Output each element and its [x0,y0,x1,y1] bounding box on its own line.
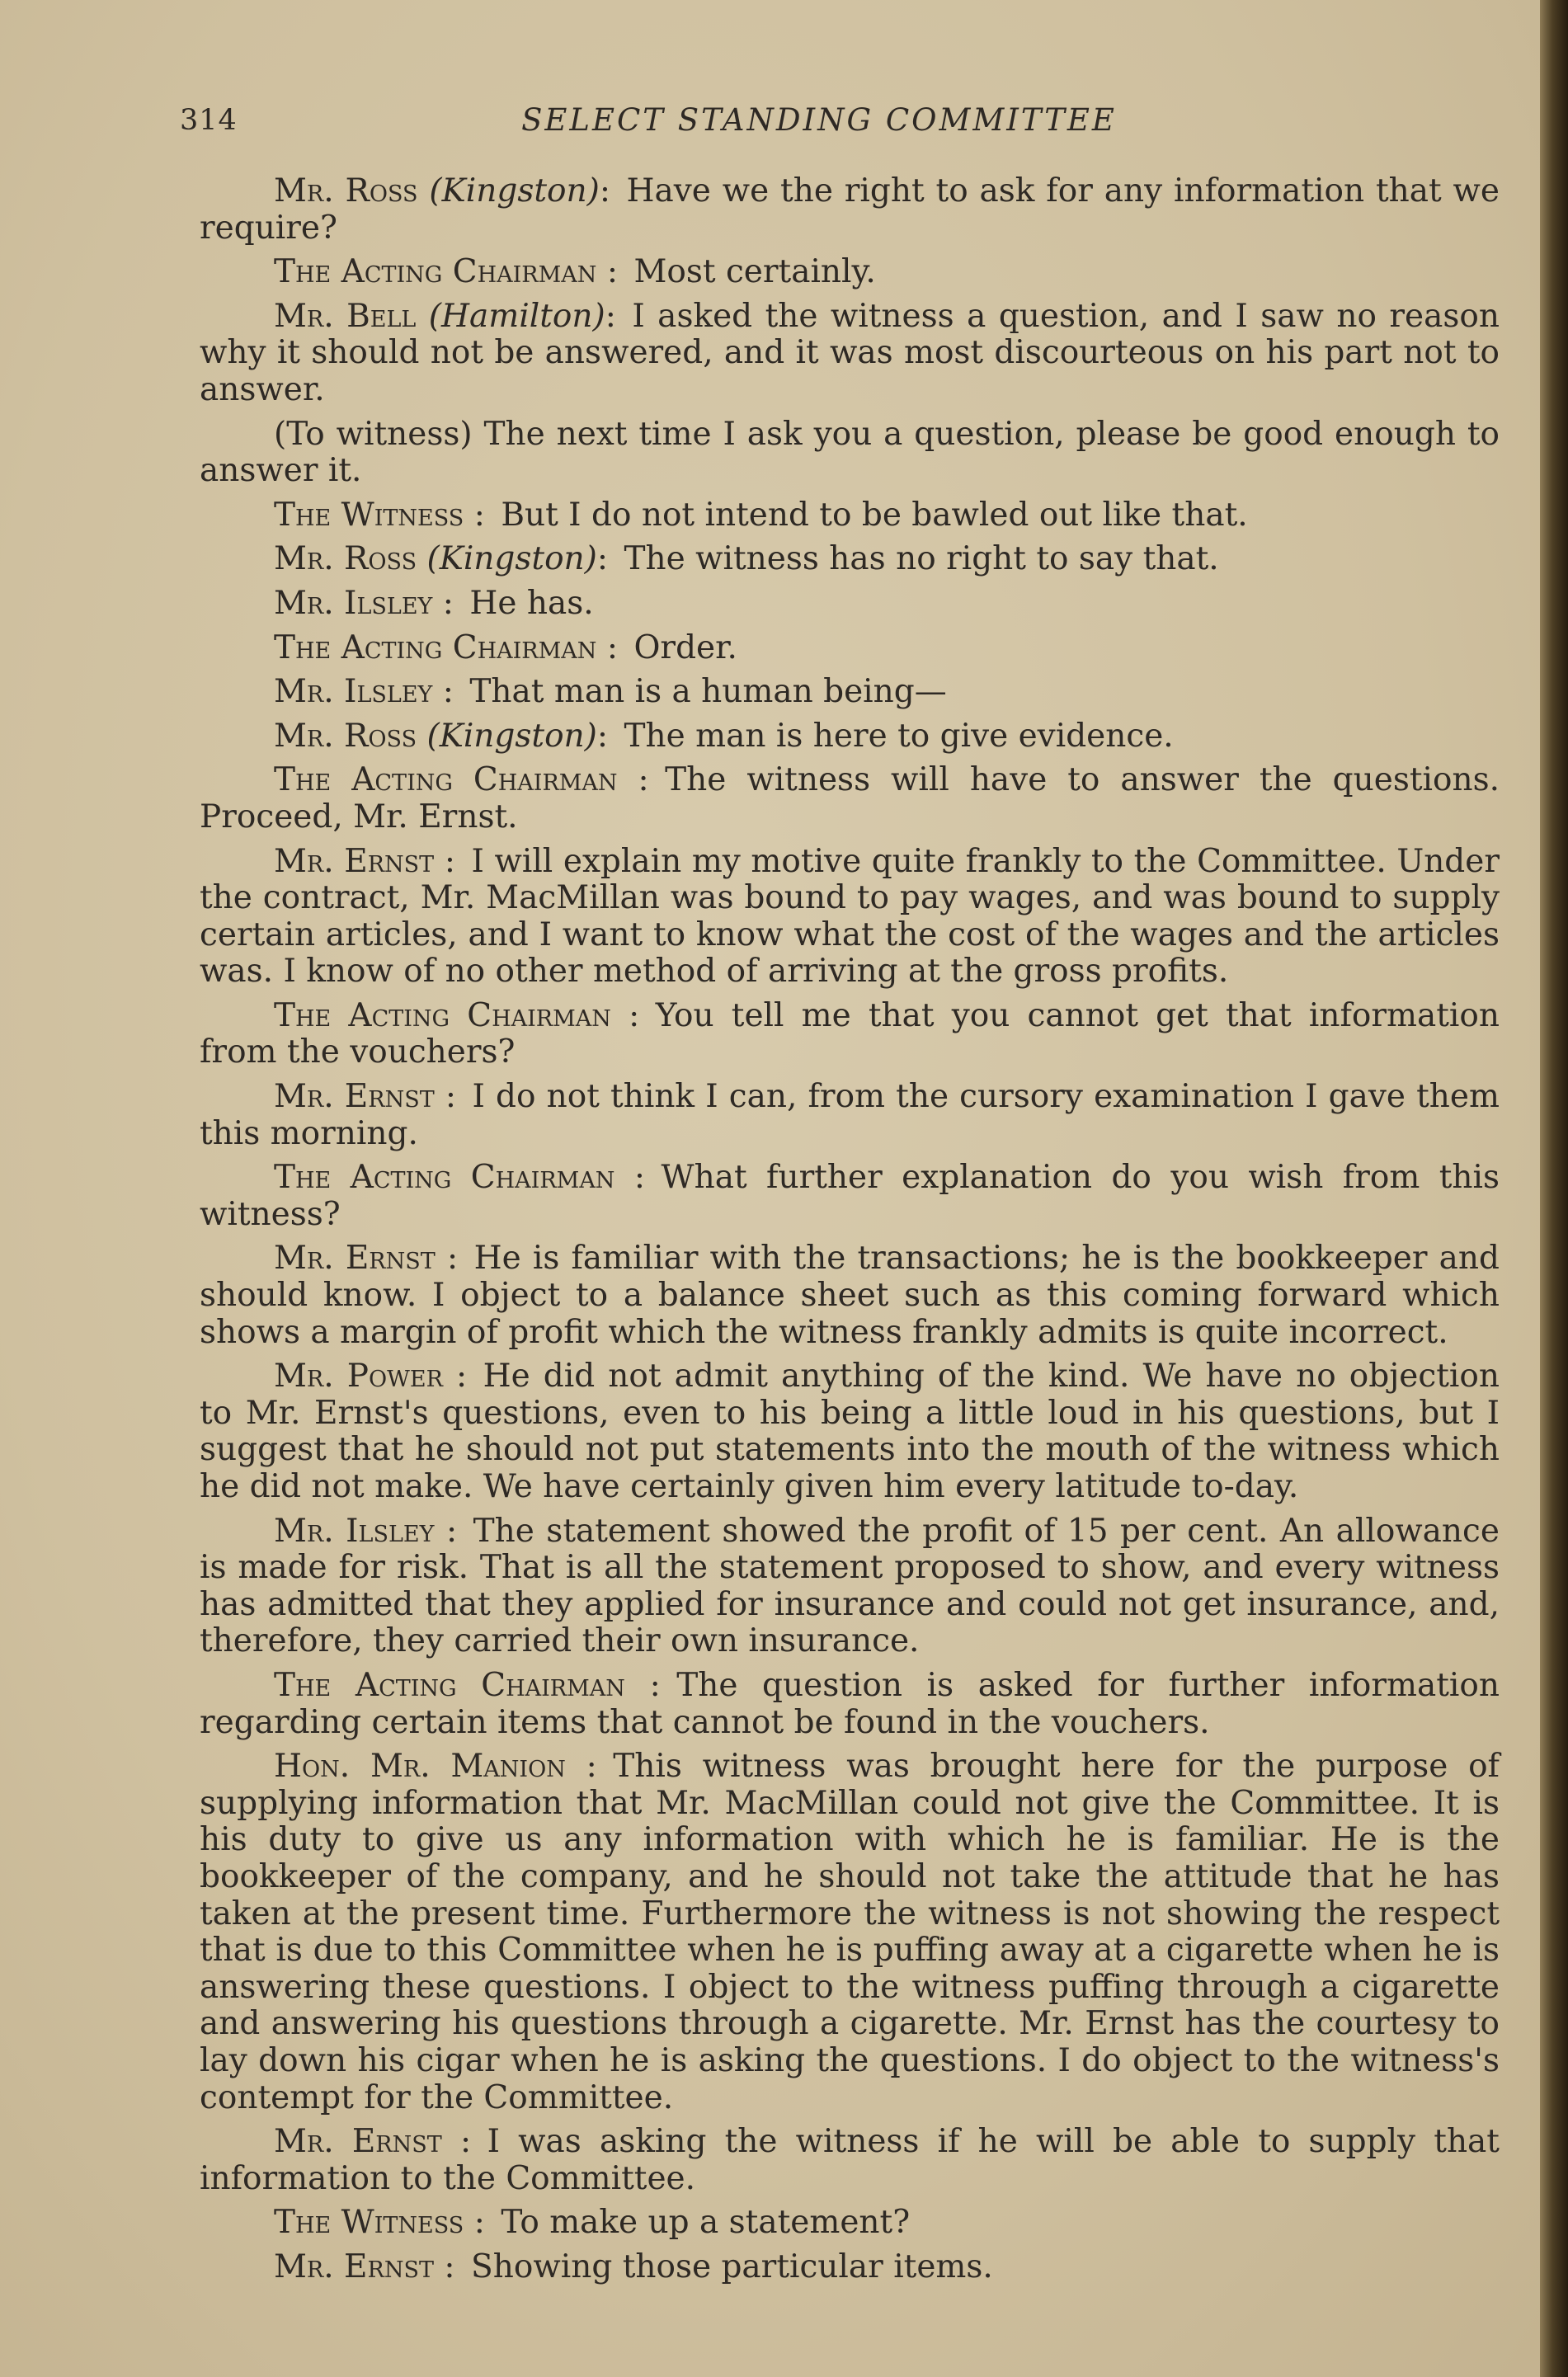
speaker-separator: : [442,673,454,711]
transcript-paragraph [200,1079,1500,1152]
transcript-paragraph [200,497,1500,534]
speaker-name: Mr. Ross [274,540,417,578]
speaker-separator: : [459,2123,472,2161]
speaker-separator: : [444,842,455,880]
transcript-paragraph [200,299,1500,409]
speaker-separator: : [445,1512,458,1550]
speaker-name: Mr. Ilsley [274,673,433,711]
speech-text: He is familiar with the transactions; he is the bookkeeper and should know. I object to a balance sheet such as this coming forward which shows a margin of profit which the witness frankly admits is quite incorrect. [200,1240,1500,1351]
speaker-name: Mr. Ilsley [274,584,433,622]
speech-text: You tell me that you cannot get that information from the vouchers? [200,996,1500,1071]
speaker-separator: : [446,1240,459,1278]
speech-text: The statement showed the profit of 15 per cent. An allowance is made for risk. That is all the statement proposed to show, and every witness has admitted that they applied for insurance and could not get insurance, and, therefore, they carried their own insurance. [200,1512,1500,1660]
speaker-name: Mr. Ross [274,717,417,755]
transcript-paragraph [200,1160,1500,1233]
speaker-separator: : [629,996,640,1034]
transcript-paragraph [200,762,1500,835]
page-header [180,97,1500,147]
transcript-paragraph [200,2124,1500,2197]
speech-text: I was asking the witness if he will be able to supply that information to the Committee. [200,2123,1500,2197]
transcript-paragraph [200,674,1500,711]
transcript-paragraph [200,1358,1500,1505]
transcript-body [200,173,1500,2293]
speaker-name: Mr. Ross [274,172,418,209]
speech-text: Most certainly. [633,253,876,291]
speaker-name: The Acting Chairman [274,761,618,799]
speaker-name: The Acting Chairman [274,628,597,666]
speech-text: Have we the right to ask for any information that we require? [200,172,1500,247]
speech-text: To make up a statement? [501,2204,911,2242]
speech-text: I will explain my motive quite frankly to the Committee. Under the contract, Mr. MacMillan was bound to pay wages, and was bound to supply certain articles, and I want to know what the cost of the wages and the articles was. I know of no other method of arriving at the gross profits. [200,842,1500,991]
speaker-name: The Acting Chairman [274,1159,615,1197]
speaker-name: Mr. Bell [274,297,417,335]
speaker-separator: : [605,297,616,335]
speaker-separator: : [596,717,609,755]
speech-text: Order. [633,628,737,666]
speaker-name: Mr. Ernst [274,842,435,880]
speaker-name: Mr. Ernst [274,1078,435,1116]
speech-text: The witness will have to answer the questions. Proceed, Mr. Ernst. [200,761,1500,835]
transcript-paragraph [200,1668,1500,1741]
speaker-name: Mr. Power [274,1358,443,1396]
speaker-separator: : [606,628,618,666]
speaker-name: The Acting Chairman [274,253,597,291]
speaker-separator: : [442,584,454,622]
transcript-paragraph [200,630,1500,667]
speaker-separator: : [633,1159,645,1197]
speaker-riding: (Kingston) [426,540,597,578]
speaker-separator: : [473,496,485,534]
speaker-riding: (Kingston) [426,717,597,755]
speech-text: That man is a human being— [469,673,947,711]
transcript-paragraph [200,1749,1500,2116]
transcript-paragraph [200,1513,1500,1660]
speech-text: Showing those particular items. [471,2248,993,2285]
speaker-separator: : [444,2248,455,2285]
speaker-name: Mr. Ernst [274,1240,436,1278]
speaker-separator: : [606,253,618,291]
speaker-separator: : [473,2204,485,2242]
speaker-name: The Witness [274,496,464,534]
speech-text: He has. [469,584,594,622]
speech-text: What further explanation do you wish from this witness? [200,1159,1500,1233]
transcript-paragraph [200,2249,1500,2286]
speaker-name: Mr. Ernst [274,2248,434,2285]
speech-text: The question is asked for further information regarding certain items that cannot be found in the vouchers. [200,1666,1500,1741]
speaker-riding: (Hamilton) [428,297,605,335]
running-title: SELECT STANDING COMMITTEE [521,102,1117,138]
speaker-separator: : [649,1666,661,1704]
speech-text: The witness has no right to say that. [624,540,1219,578]
transcript-paragraph [200,173,1500,247]
transcript-paragraph [200,1240,1500,1351]
speaker-name: Mr. Ilsley [274,1512,435,1550]
speaker-separator: : [455,1358,468,1396]
speech-text: He did not admit anything of the kind. We have no objection to Mr. Ernst's questions, even to his being a little loud in his questions, but I suggest that he should not put statements into the mouth of the witness which he did not make. We have certainly given him every latitude to-day. [200,1358,1500,1505]
speech-text: I asked the witness a question, and I saw no reason why it should not be answered, and it was most discourteous on his part not to answer. [200,297,1500,408]
transcript-paragraph [200,718,1500,755]
transcript-paragraph [200,541,1500,578]
transcript-paragraph [200,586,1500,623]
page-number: 314 [180,104,238,137]
speech-text: But I do not intend to be bawled out like that. [501,496,1248,534]
transcript-paragraph [200,998,1500,1071]
transcript-paragraph [200,254,1500,291]
speaker-separator: : [599,172,610,209]
speech-text: This witness was brought here for the purpose of supplying information that Mr. MacMillan could not give the Committee. It is his duty to give us any information with which he is familiar. He is the bookkeeper of the company, and he should not take the attitude that he has taken at the present time. Furthermore the witness is not showing the respect that is due to this Committee when he is puffing away at a cigarette when he is answering these questions. I object to the witness puffing through a cigarette and answering his questions through a cigarette. Mr. Ernst has the courtesy to lay down his cigar when he is asking the questions. I do object to the witness's contempt for the Committee. [200,1748,1500,2116]
speaker-separator: : [445,1078,457,1116]
speaker-riding: (Kingston) [429,172,600,209]
transcript-paragraph [200,2205,1500,2242]
speaker-separator: : [638,761,649,799]
speaker-name: Mr. Ernst [274,2123,442,2161]
speaker-name: Hon. Mr. Manion [274,1748,566,1786]
transcript-paragraph [200,844,1500,991]
speech-text: The man is here to give evidence. [624,717,1174,755]
speaker-name: The Acting Chairman [274,1666,625,1704]
speech-text: I do not think I can, from the cursory examination I gave them this morning. [200,1078,1500,1152]
page-edge-shadow [1540,0,1568,2377]
speaker-separator: : [596,540,609,578]
speaker-separator: : [586,1748,597,1786]
speaker-name: The Acting Chairman [274,996,611,1034]
speech-text: (To witness) The next time I ask you a question, please be good enough to answer it. [200,415,1500,490]
speaker-name: The Witness [274,2204,464,2242]
transcript-paragraph [200,417,1500,490]
